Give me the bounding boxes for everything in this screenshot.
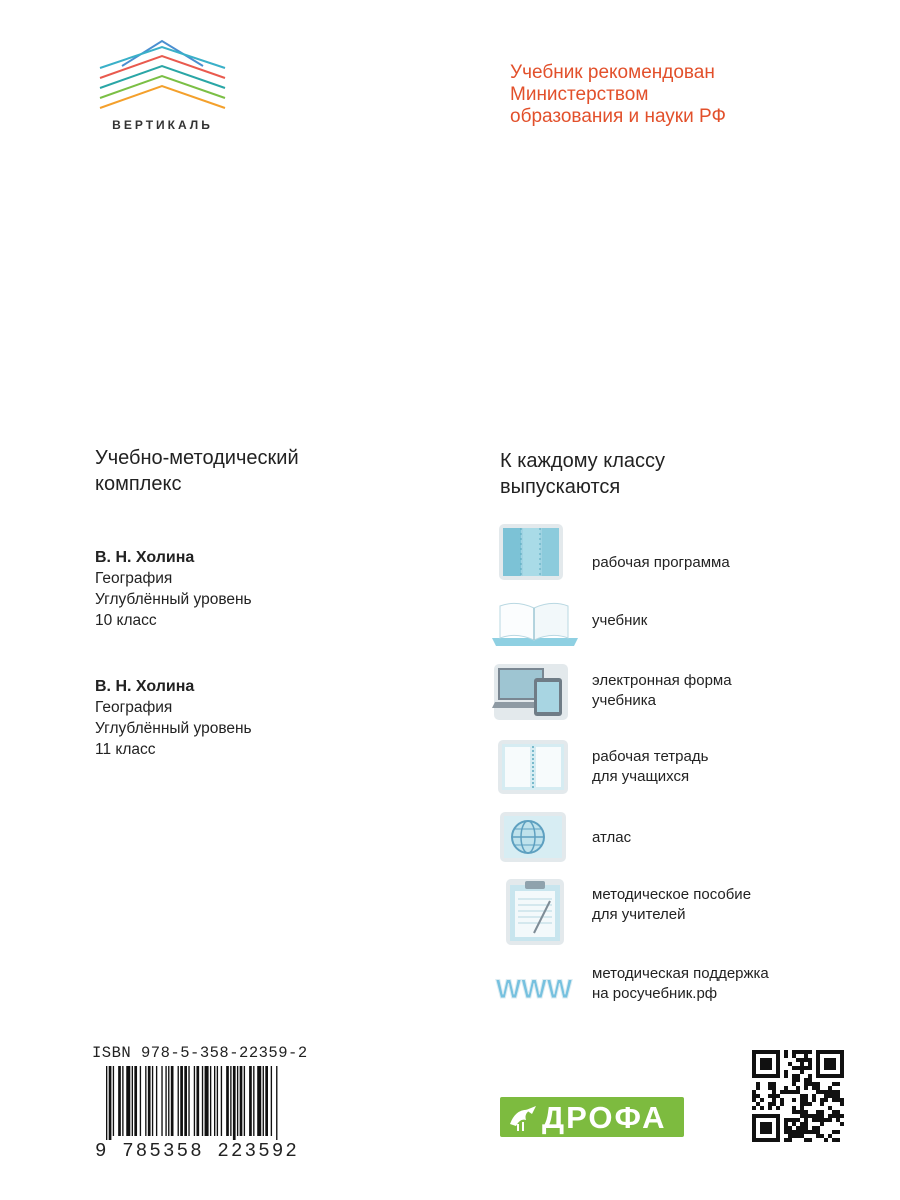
book-level: Углублённый уровень	[95, 720, 252, 737]
ministry-recommendation	[510, 62, 810, 128]
material-label: методическое пособие	[592, 886, 752, 903]
book-subject: География	[95, 570, 173, 587]
book-author: В. Н. Холина	[95, 678, 195, 695]
book-grade: 11 класс	[95, 741, 156, 758]
material-item-textbook	[490, 592, 890, 662]
vertikal-roof-icon	[95, 38, 230, 118]
drofa-text: ДРОФА	[542, 1100, 667, 1135]
book-author: В. Н. Холина	[95, 549, 195, 566]
material-label: для учащихся	[592, 768, 690, 785]
each-class-heading	[500, 448, 665, 500]
book-level: Углублённый уровень	[95, 591, 252, 608]
textbook-icon	[490, 592, 580, 662]
www-icon-text: WWW	[495, 974, 573, 1004]
www-icon	[490, 955, 580, 1025]
book-grade: 10 класс	[95, 612, 157, 629]
vertikal-logo	[95, 38, 230, 138]
material-label: рабочая программа	[592, 554, 730, 571]
barcode-digits: 9 785358 223592	[95, 1140, 300, 1162]
material-label: учебник	[592, 612, 648, 629]
material-item-workbook	[490, 738, 890, 808]
recommendation-line: образования и науки РФ	[510, 106, 726, 127]
recommendation-line: Министерством	[510, 84, 649, 105]
each-class-line: выпускаются	[500, 476, 621, 498]
umk-line: Учебно-методический	[95, 447, 299, 469]
devices-icon	[490, 660, 580, 730]
book-subject: География	[95, 699, 173, 716]
globe-icon	[490, 808, 580, 878]
material-label: на росучебник.рф	[592, 985, 718, 1002]
isbn-text: ISBN 978-5-358-22359-2	[92, 1044, 308, 1062]
logo-text: ВЕРТИКАЛЬ	[112, 118, 213, 132]
book-entry	[95, 547, 252, 631]
material-label: учебника	[592, 692, 656, 709]
material-item-teacher-guide	[490, 877, 890, 947]
work-program-icon	[490, 522, 580, 592]
umk-line: комплекс	[95, 473, 182, 495]
bird-icon	[506, 1102, 540, 1132]
material-item-web-support	[490, 955, 890, 1025]
umk-heading	[95, 445, 299, 497]
material-label: электронная форма	[592, 672, 732, 689]
material-label: рабочая тетрадь	[592, 748, 709, 765]
material-label: методическая поддержка	[592, 965, 769, 982]
workbook-icon	[490, 738, 580, 808]
each-class-line: К каждому классу	[500, 450, 665, 472]
material-label: для учителей	[592, 906, 686, 923]
clipboard-icon	[490, 877, 580, 947]
barcode-icon	[92, 1064, 282, 1140]
material-item-electronic	[490, 660, 890, 730]
drofa-logo	[500, 1097, 684, 1137]
material-item-atlas	[490, 808, 890, 878]
book-entry	[95, 676, 252, 760]
qr-code-icon[interactable]	[752, 1050, 844, 1142]
material-label: атлас	[592, 829, 632, 846]
recommendation-line: Учебник рекомендован	[510, 62, 715, 83]
material-item-work-program	[490, 522, 890, 592]
